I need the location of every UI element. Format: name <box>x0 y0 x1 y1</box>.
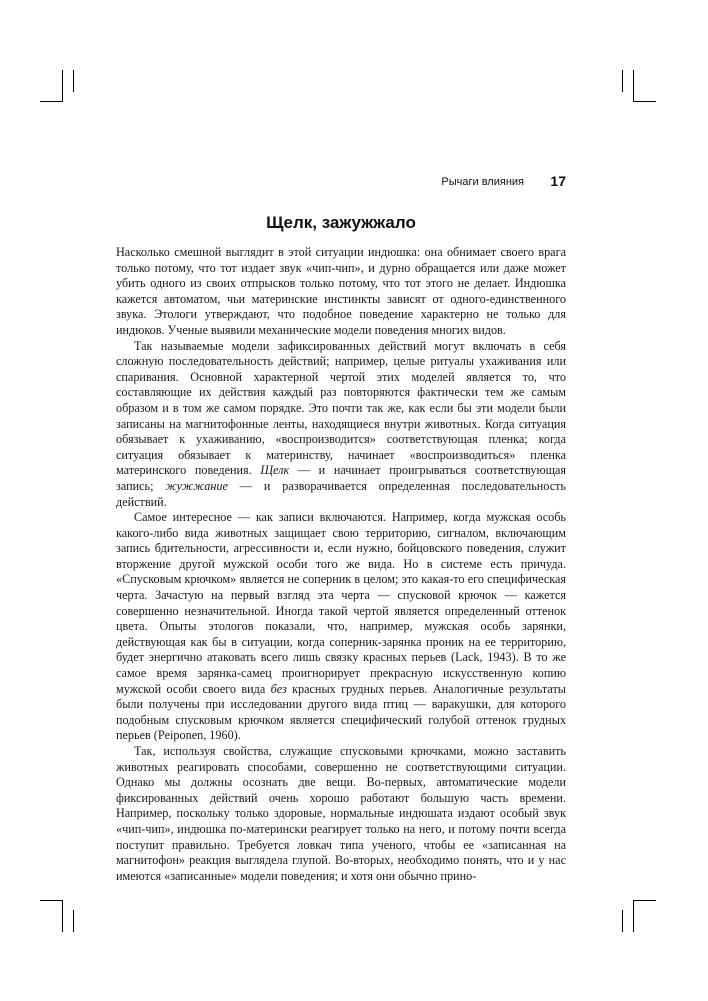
crop-mark-top-left-vertical-outer <box>73 70 74 92</box>
running-header <box>116 173 566 193</box>
text-run: Так, используя свойства, служащие спусковыми крючками, можно заставить животных реагировать способами, совершенно не соответствующими ситуации. Однако мы должны осознать две вещи. Во-первых, автоматические модели фиксированных действий очень хорошо работают большую часть времени. Например, поскольку только здоровые, нормальные индюшата издают особый звук «чип-чип», индюшка по-матерински реагирует только на него, и потому почти всегда поступит правильно. Требуется ловкач типа ученого, чтобы ее «записанная на магнитофон» реакция выглядела глупой. Во-вторых, необходимо понять, что и у нас имеются «записанные» модели поведения; и хотя они обычно прино- <box>116 744 566 883</box>
text-run: Насколько смешной выглядит в этой ситуации индюшка: она обнимает своего врага только потому, что тот издает звук «чип-чип», и дурно обращается или даже может убить одного из своих отпрысков только потому, что тот этого не делает. Индюшка кажется автоматом, чьи материнские инстинкты зависят от одного-единственного звука. Этологи утверждают, что подобное поведение характерно не только для индюков. Ученые выявили механические модели поведения многих видов. <box>116 245 566 337</box>
crop-mark-bottom-left-horizontal <box>40 900 62 901</box>
crop-mark-top-right-vertical <box>633 70 634 102</box>
crop-mark-bottom-left-vertical-outer <box>73 910 74 932</box>
paragraph <box>116 744 566 884</box>
crop-mark-top-left-horizontal <box>40 101 62 102</box>
running-header-section: Рычаги влияния <box>441 176 524 188</box>
text-run: — и начинает проигрываться соответствующая запись; <box>116 463 566 493</box>
crop-mark-bottom-right-vertical-outer <box>622 910 623 932</box>
section-title: Щелк, зажужжало <box>266 213 416 232</box>
paragraph <box>116 245 566 339</box>
crop-mark-top-right-horizontal <box>634 101 656 102</box>
crop-mark-top-right-vertical-outer <box>622 70 623 92</box>
text-run: Так называемые модели зафиксированных действий могут включать в себя сложную последовательность действий; например, целые ритуалы ухаживания или спаривания. Основной характерной чертой этих моделей является то, что составляющие их действия каждый раз повторяются фактически тем же самым образом и в том же самом порядке. Это почти так же, как если бы эти модели были записаны на магнитофонные ленты, находящиеся внутри животных. Когда ситуация обязывает к ухаживанию, «воспроизводится» соответствующая пленка; когда ситуация обязывает к материнству, начинает «воспроизводиться» пленка материнского поведения. <box>116 338 566 478</box>
text-run: красных грудных перьев. Аналогичные результаты были получены при исследовании другого вида птиц — варакушки, для которого подобным спусковым крючком является специфический голубой оттенок грудных перьев (Peiponen, 1960). <box>116 681 566 743</box>
page-number: 17 <box>550 173 566 189</box>
paragraph <box>116 339 566 511</box>
italic-text: жужжание <box>165 478 228 493</box>
text-run: — и разворачивается определенная последовательность действий. <box>116 478 566 509</box>
crop-mark-top-left-vertical <box>62 70 63 102</box>
text-run: Самое интересное — как записи включаются. Например, когда мужская особь какого-либо вида животных защищает свою территорию, сигналом, включающим запись бдительности, агрессивности и, если нужно, бойцовского поведения, служит вторжение другой мужской особи того же вида. Но в системе есть причуда. «Спусковым крючком» является не соперник в целом; это какая-то его специфическая черта. Зачастую на первый взгляд эта черта — спусковой крючок — кажется совершенно незначительной. Иногда такой чертой является определенный оттенок цвета. Опыты этологов показали, что, например, мужская особь зарянки, действующая как бы в ситуации, когда соперник-зарянка проник на ее территорию, будет энергично атаковать всего лишь связку красных перьев (Lack, 1943). В то же самое время зарянка-самец проигнорирует прекрасную искусственную копию мужской особи своего вида <box>116 510 566 696</box>
paragraph <box>116 510 566 744</box>
italic-text: без <box>270 681 287 696</box>
body-text <box>116 245 566 884</box>
italic-text: Щелк <box>260 463 290 478</box>
crop-mark-bottom-right-vertical <box>633 900 634 932</box>
crop-mark-bottom-left-vertical <box>62 900 63 932</box>
crop-mark-bottom-right-horizontal <box>634 900 656 901</box>
